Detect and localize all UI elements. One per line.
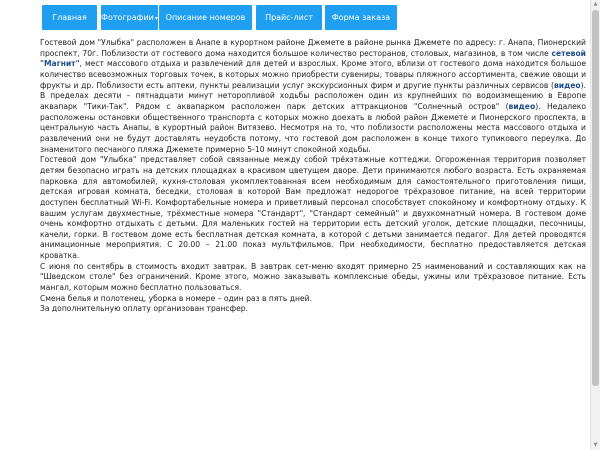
paragraph-cleaning: Смена белья и полотенец, уборка в номере – один раз в пять дней. <box>40 293 313 303</box>
main-nav <box>0 5 600 31</box>
nav-order-label: Форма заказа <box>331 13 391 22</box>
main-content <box>40 38 586 315</box>
p1-text-c: ). В пределах десяти – пятнадцати минут неторопливой ходьбы расположен один из крупнейших по водоизмещению в Европе аквапарк "Тики-Так". Рядом с аквапарком расположен парк детских аттракционов "Солнечный остров" ( <box>40 80 586 111</box>
paragraph-meals: С июня по сентябрь в стоимость входит завтрак. В завтрак сет-меню входят примерно 25 наименований и составляющих как на "Шведском столе" без ограничений. Кроме этого, можно заказывать комплексные обеды, ужины или трёхразовое питание. Есть мангал, которым можно бесплатно пользоваться. <box>40 261 586 293</box>
nav-photos-label: Фотографии <box>101 13 154 22</box>
vertical-scrollbar[interactable] <box>590 0 600 450</box>
video-link-services[interactable]: видео <box>553 80 581 90</box>
nav-home-label: Главная <box>52 13 87 22</box>
scrollbar-thumb[interactable] <box>592 10 599 386</box>
nav-home-button[interactable] <box>42 5 97 30</box>
video-link-park[interactable]: видео <box>508 101 536 111</box>
p1-text-b: , мест массового отдыха и развлечений для детей и взрослых. Кроме этого, вблизи от гостевого дома находится большое количество всевозможных торговых точек, в которых можно приобрести сувениры, товары пляжного ассортимента, свежие овощи и фрукты и др. Поблизости есть аптеки, пункты реализации услуг экскурсионных фирм и другие пункты различных сервисов ( <box>40 59 586 90</box>
paragraph-transfer: За дополнительную оплату организован трансфер. <box>40 304 248 314</box>
nav-rooms-button[interactable] <box>159 5 252 30</box>
nav-photos-button[interactable] <box>101 5 158 30</box>
nav-prices-button[interactable] <box>256 5 322 30</box>
scroll-down-icon[interactable]: ▼ <box>593 442 598 448</box>
nav-prices-label: Прайс-лист <box>265 13 313 22</box>
magnit-link[interactable]: сетевой "Магнит" <box>40 48 586 69</box>
paragraph-location <box>40 38 586 155</box>
scroll-up-icon[interactable]: ▲ <box>593 1 598 7</box>
nav-rooms-label: Описание номеров <box>165 13 246 22</box>
chevron-down-icon: ▾ <box>154 15 158 22</box>
p1-text-a: Гостевой дом "Улыбка" расположен в Анапе в курортном районе Джемете в районе рынка Джемете по адресу: г. Анапа, Пионерский проспект, 70г. Поблизости от гостевого дома находится большое количество ресторанов, столовых, магазинов, в том числе <box>40 38 586 58</box>
nav-order-button[interactable] <box>325 5 397 30</box>
paragraph-facilities: Гостевой дом "Улыбка" представляет собой связанные между собой трёхэтажные коттеджи. Огороженная территория позволяет детям безопасно играть на детских площадках в красивом цветущем дворе. Дети принимаются любого возраста. Есть охраняемая парковка для автомобилей, кухня-столовая укомплектованная всем необходимым для самостоятельного приготовления пищи, детская игровая комната, беседки, столовая в которой Вам предложат недорогое трёхразовое питание, на всей территории доступен бесплатный Wi-Fi. Комфортабельные номера и приветливый персонал способствует спокойному и комфортному отдыху. К вашим услугам двухместные, трёхместные номера "Стандарт", "Стандарт семейный" и двухкомнатный номера. В гостевом доме очень комфортно отдыхать с детьми. Для маленьких гостей на территории есть детский уголок, детские площадки, песочницы, качели, горки. В гостевом доме есть бесплатная детская комната, в которой с детьми занимается педагог. Для детей проводятся анимационные мероприятия. С 20.00 – 21.00 показ мультфильмов. При необходимости, бесплатно предоставляется детская кроватка. <box>40 155 586 261</box>
p1-text-d: ). Недалеко расположены остановки общественного транспорта с которых можно доехать в любой район Джемете и Пионерского проспекта, в центральную часть Анапы, в курортный район Витязево. Несмотря на то, что поблизости расположены места массового отдыха и развлечений они не будут доставлять неудобств потому, что гостевой дом расположен в конце тихого тупикового переулка. До знаменитого песчаного пляжа Джемете примерно 5-10 минут спокойной ходьбы. <box>40 101 586 154</box>
